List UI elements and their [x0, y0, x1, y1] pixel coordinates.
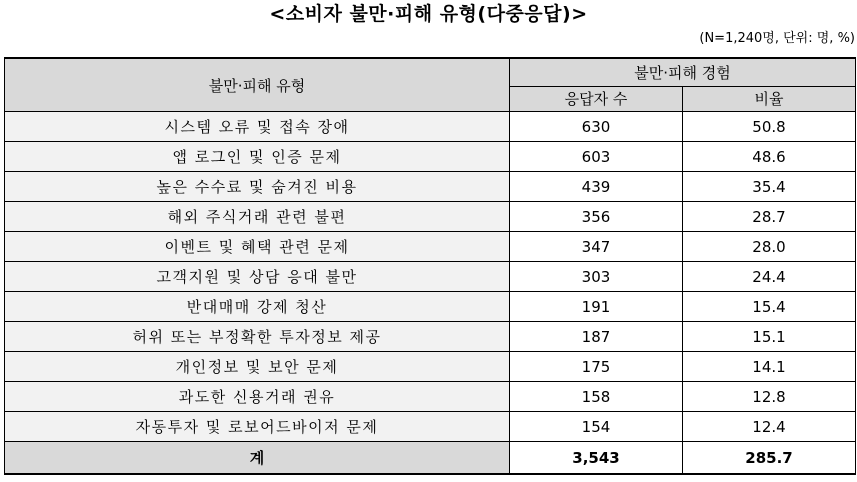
total-label: 계: [5, 442, 510, 475]
row-count: 603: [510, 142, 683, 172]
row-type: 허위 또는 부정확한 투자정보 제공: [5, 322, 510, 352]
row-type: 시스템 오류 및 접속 장애: [5, 112, 510, 142]
table-row: [5, 232, 856, 262]
table-header: [5, 58, 856, 112]
row-ratio: 12.4: [683, 412, 856, 442]
row-ratio: 12.8: [683, 382, 856, 412]
document-title: <소비자 불만·피해 유형(다중응답)>: [269, 3, 588, 25]
row-ratio: 28.7: [683, 202, 856, 232]
row-ratio: 15.1: [683, 322, 856, 352]
row-ratio: 14.1: [683, 352, 856, 382]
row-type: 자동투자 및 로보어드바이저 문제: [5, 412, 510, 442]
total-row: [5, 442, 856, 475]
table-row: [5, 142, 856, 172]
header-ratio: 비율: [683, 86, 856, 111]
row-count: 439: [510, 172, 683, 202]
row-ratio: 48.6: [683, 142, 856, 172]
row-type: 과도한 신용거래 권유: [5, 382, 510, 412]
header-type: 불만·피해 유형: [5, 58, 510, 112]
row-count: 187: [510, 322, 683, 352]
row-type: 앱 로그인 및 인증 문제: [5, 142, 510, 172]
row-count: 347: [510, 232, 683, 262]
row-count: 303: [510, 262, 683, 292]
table-row: [5, 172, 856, 202]
row-count: 191: [510, 292, 683, 322]
row-type: 이벤트 및 혜택 관련 문제: [5, 232, 510, 262]
table-row: [5, 112, 856, 142]
row-count: 175: [510, 352, 683, 382]
row-type: 개인정보 및 보안 문제: [5, 352, 510, 382]
header-count: 응답자 수: [510, 86, 683, 111]
row-count: 630: [510, 112, 683, 142]
header-experience-group: 불만·피해 경험: [510, 58, 856, 86]
table-row: [5, 412, 856, 442]
table-row: [5, 262, 856, 292]
table-row: [5, 352, 856, 382]
unit-note: (N=1,240명, 단위: 명, %): [699, 31, 855, 46]
row-type: 고객지원 및 상담 응대 불만: [5, 262, 510, 292]
row-count: 356: [510, 202, 683, 232]
table-row: [5, 202, 856, 232]
row-ratio: 28.0: [683, 232, 856, 262]
row-ratio: 24.4: [683, 262, 856, 292]
row-type: 반대매매 강제 청산: [5, 292, 510, 322]
total-count: 3,543: [510, 442, 683, 475]
row-ratio: 50.8: [683, 112, 856, 142]
row-count: 158: [510, 382, 683, 412]
row-ratio: 35.4: [683, 172, 856, 202]
row-count: 154: [510, 412, 683, 442]
row-type: 해외 주식거래 관련 불편: [5, 202, 510, 232]
row-type: 높은 수수료 및 숨겨진 비용: [5, 172, 510, 202]
complaint-type-table: [4, 57, 856, 475]
total-ratio: 285.7: [683, 442, 856, 475]
table-row: [5, 382, 856, 412]
row-ratio: 15.4: [683, 292, 856, 322]
table-row: [5, 292, 856, 322]
table-row: [5, 322, 856, 352]
